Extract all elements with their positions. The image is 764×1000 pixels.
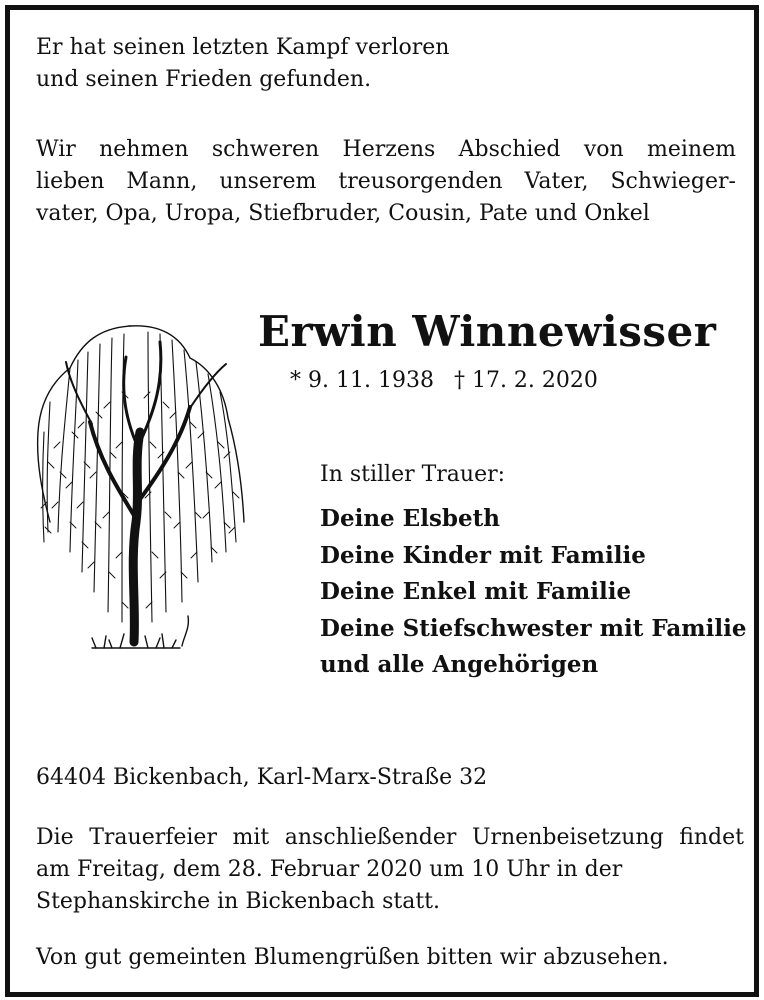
mourning-label: In stiller Trauer:	[320, 462, 506, 487]
intro-line-1: Er hat seinen letzten Kampf verloren	[36, 35, 450, 60]
intro-line-2: und seinen Frieden gefunden.	[36, 67, 372, 92]
mourner-item: Deine Kinder mit Familie	[320, 541, 646, 569]
ceremony-line-3: Stephanskirche in Bickenbach statt.	[36, 889, 440, 914]
deceased-name: Erwin Winnewisser	[258, 307, 717, 356]
life-dates	[290, 366, 598, 396]
weeping-willow-tree-icon	[30, 312, 250, 662]
flowers-note: Von gut gemeinten Blumengrüßen bitten wir abzusehen.	[36, 945, 669, 970]
farewell-paragraph	[36, 134, 736, 230]
ceremony-line-2: am Freitag, dem 28. Februar 2020 um 10 Uhr in der	[36, 857, 623, 882]
ceremony-line-1: Die Trauerfeier mit anschließender Urnenbeisetzung findet	[36, 825, 744, 850]
farewell-line-2: lieben Mann, unserem treusorgenden Vater, Schwieger-	[36, 169, 736, 194]
mourner-item: Deine Enkel mit Familie	[320, 578, 632, 605]
obituary-notice-frame	[5, 5, 759, 997]
farewell-line-1: Wir nehmen schweren Herzens Abschied von meinem	[36, 137, 736, 162]
intro-verse	[36, 32, 726, 96]
mourners-list	[320, 501, 746, 684]
ceremony-paragraph	[36, 822, 744, 918]
family-address: 64404 Bickenbach, Karl-Marx-Straße 32	[36, 765, 488, 790]
birth-date: * 9. 11. 1938	[290, 368, 434, 393]
death-date: † 17. 2. 2020	[453, 368, 598, 393]
mourner-item: und alle Angehörigen	[320, 651, 599, 678]
mourner-item: Deine Elsbeth	[320, 505, 500, 532]
mourner-item: Deine Stiefschwester mit Familie	[320, 614, 747, 642]
farewell-line-3: vater, Opa, Uropa, Stiefbruder, Cousin, Pate und Onkel	[36, 201, 650, 226]
